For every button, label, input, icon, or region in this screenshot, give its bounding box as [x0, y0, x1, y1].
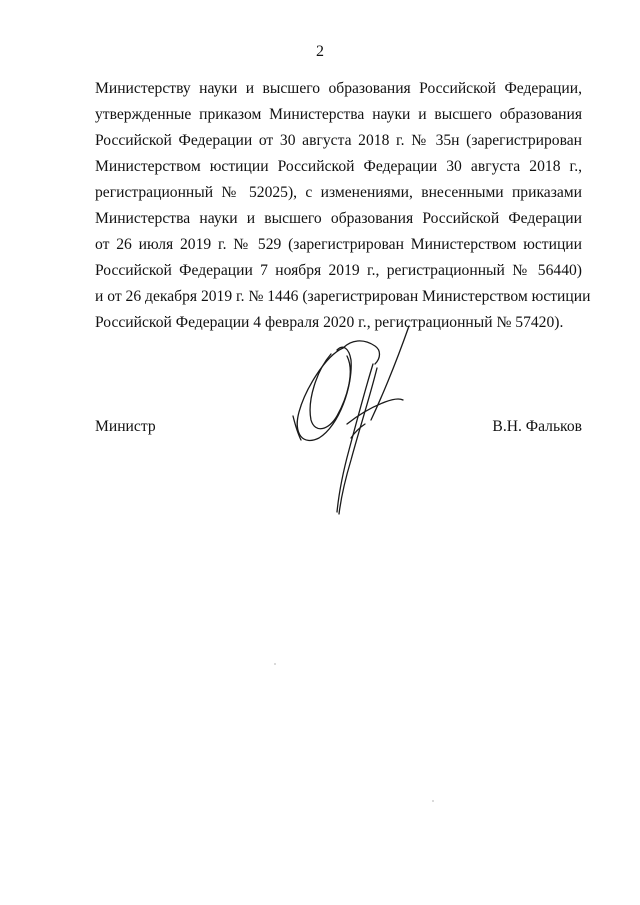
handwritten-signature	[285, 320, 415, 520]
body-line-1: Министерству науки и высшего образования Российской Федерации,	[95, 80, 582, 97]
body-line-10: Российской Федерации 4 февраля 2020 г., регистрационный № 57420).	[95, 314, 564, 331]
body-line-8: Российской Федерации 7 ноября 2019 г., регистрационный № 56440)	[95, 262, 582, 279]
body-line-9: и от 26 декабря 2019 г. № 1446 (зарегистрирован Министерством юстиции	[95, 288, 591, 305]
body-line-4: Министерством юстиции Российской Федерации 30 августа 2018 г.,	[95, 158, 582, 175]
scan-speck	[274, 663, 276, 665]
body-line-7: от 26 июля 2019 г. № 529 (зарегистрирован Министерством юстиции	[95, 236, 582, 253]
body-line-5: регистрационный № 52025), с изменениями, внесенными приказами	[95, 184, 582, 201]
body-paragraph	[95, 76, 591, 336]
body-line-6: Министерства науки и высшего образования Российской Федерации	[95, 210, 582, 227]
signatory-name: В.Н. Фальков	[492, 418, 582, 435]
body-line-3: Российской Федерации от 30 августа 2018 г. № 35н (зарегистрирован	[95, 132, 582, 149]
body-line-2: утвержденные приказом Министерства науки и высшего образования	[95, 106, 582, 123]
page-number: 2	[316, 43, 324, 60]
signatory-title: Министр	[95, 418, 156, 435]
scan-speck	[432, 800, 434, 802]
